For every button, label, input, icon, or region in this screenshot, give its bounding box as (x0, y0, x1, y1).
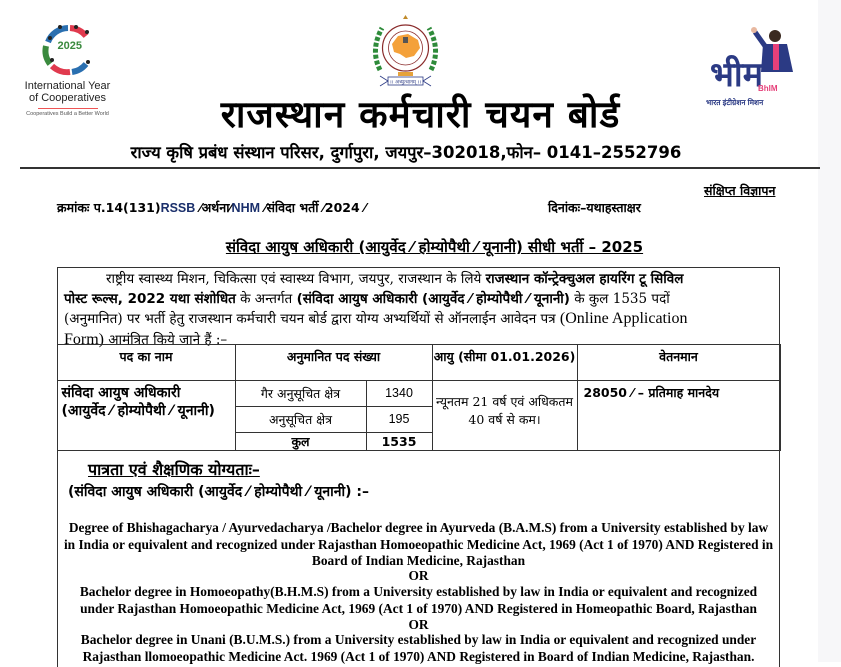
ref-suffix: ⁄संविदा भर्ती ⁄2024 ⁄ (260, 200, 367, 215)
degree-unani: Bachelor degree in Unani (B.U.M.S.) from a University established by law in India or equivalent and recognized under Rajasthan llomoeopathic Medicine Act. 1969 (Act 1 of 1970) AND Registered in Board of Indian Medicine, Rajasthan. (80, 632, 757, 664)
intro-english-text: Form) (64, 330, 104, 348)
iyc-title-line2: of Cooperatives (28, 92, 107, 104)
iyc-title-line1: International Year (24, 80, 111, 92)
post-name-line2: (आयुर्वेद ⁄ होम्योपैथी ⁄ यूनानी) (61, 403, 215, 419)
bhim-hindi-wordmark: भीम (710, 55, 764, 95)
posts-table (57, 344, 781, 451)
header-post-count: अनुमानित पद संख्या (235, 345, 432, 381)
intro-text: राष्ट्रीय स्वास्थ्य मिशन, चिकित्सा एवं स्वास्थ्य विभाग, जयपुर, राजस्थान के लिये (106, 271, 486, 287)
ref-prefix: क्रमांकः प.14(131) (57, 200, 161, 215)
total-label-cell: कुल (235, 433, 366, 451)
intro-line-1 (64, 270, 773, 290)
count-cell: 195 (366, 407, 432, 433)
bhim-english-wordmark: BhIM (758, 84, 778, 93)
ashoka-emblem-icon (403, 37, 408, 43)
degree-ayurveda: Degree of Bhishagacharya / Ayurvedacharya /Bachelor degree in Ayurveda (B.A.M.S) from a University established by law in India or equivalent and recognized under Rajasthan Homoeopathic Medicine Act, 1969 (Act 1 of 1970) AND Registered in Board of Indian Medicine, Rajasthan (63, 520, 774, 568)
intro-bold-text: (संविदा आयुष अधिकारी (आयुर्वेद ⁄ होम्योपैथी ⁄ यूनानी) (296, 290, 570, 307)
iyc-tagline: Cooperatives Build a Better World (26, 111, 109, 117)
degree-homoeopathy: Bachelor degree in Homoeopathy(B.H.M.S) from a University established by law in India or equivalent and recognized under Rajasthan Homoeopathic Medicine Act, 1969 (Act 1 of 1970) AND Registered in Homeopathic Board, Rajasthan (79, 584, 758, 616)
intro-text: के अन्तर्गत (235, 290, 297, 307)
header-divider (20, 167, 820, 169)
ref-nhm: NHM (231, 201, 261, 215)
board-title: राजस्थान कर्मचारी चयन बोर्ड (220, 93, 621, 136)
or-separator: OR (408, 568, 429, 583)
intro-english-text: (Online Application (559, 310, 688, 327)
intro-paragraph (64, 270, 773, 350)
ref-mid: ⁄अर्थना⁄ (195, 200, 232, 215)
table-header-row (57, 345, 780, 381)
emblem-motto: ।। अभ्युत्थानम् ।। (389, 79, 422, 86)
header-post-name: पद का नाम (57, 345, 235, 381)
total-count-cell: 1535 (366, 433, 432, 451)
header-age: आयु (सीमा 01.01.2026) (432, 345, 577, 381)
area-cell: गैर अनुसूचित क्षेत्र (235, 381, 366, 407)
table-row (57, 381, 780, 407)
iyc-year: 2025 (57, 40, 82, 52)
post-name-cell (57, 381, 235, 451)
rssb-emblem (368, 12, 443, 96)
date-line: दिनांकः–यथाहस्ताक्षर (548, 200, 641, 215)
notice-body-box (57, 267, 780, 667)
post-name-line1: संविदा आयुष अधिकारी (61, 385, 181, 401)
intro-text: आमंत्रित किये जाने हैं :– (104, 331, 228, 348)
pay-cell: 28050 ⁄ – प्रतिमाह मानदेय (577, 381, 780, 451)
intro-text: (अनुमानित) पर भर्ती हेतु राजस्थान कर्मचारी चयन बोर्ड द्वारा योग्य अभ्यर्थियों से ऑनलाईन आवेदन पत्र (64, 311, 560, 327)
board-address: राज्य कृषि प्रबंध संस्थान परिसर, दुर्गापुरा, जयपुर–302018,फोन– 0141–2552796 (130, 143, 682, 162)
intro-bold-text: राजस्थान कॉन्ट्रेक्चुअल हायरिंग टू सिविल (485, 271, 684, 287)
intro-line-2 (64, 290, 773, 310)
header-pay: वेतनमान (577, 345, 780, 381)
notice-subject: संविदा आयुष अधिकारी (आयुर्वेद ⁄ होम्योपैथी ⁄ यूनानी) सीधी भर्ती – 2025 (225, 238, 644, 256)
intro-bold-text: पोस्ट रूल्स, 2022 यथा संशोधित (64, 290, 236, 307)
notice-type: संक्षिप्त विज्ञापन (704, 183, 776, 198)
intro-text: के कुल 1535 पदों (569, 290, 670, 307)
ref-rssb: RSSB (160, 201, 196, 215)
count-cell: 1340 (366, 381, 432, 407)
age-cell: न्यूनतम 21 वर्ष एवं अधिकतम 40 वर्ष से कम। (432, 381, 577, 451)
or-separator: OR (408, 617, 429, 632)
area-cell: अनुसूचित क्षेत्र (235, 407, 366, 433)
iyc-ring-icon (40, 22, 96, 78)
bhim-mission-text: भारत इंटीग्रेशन मिशन (706, 98, 764, 107)
eligibility-subheading: (संविदा आयुष अधिकारी (आयुर्वेद ⁄ होम्योपैथी ⁄ यूनानी) :– (68, 484, 370, 500)
reference-number (57, 199, 366, 216)
eligibility-heading: पात्रता एवं शैक्षणिक योग्यताः– (88, 460, 260, 479)
intro-line-3 (64, 309, 773, 330)
